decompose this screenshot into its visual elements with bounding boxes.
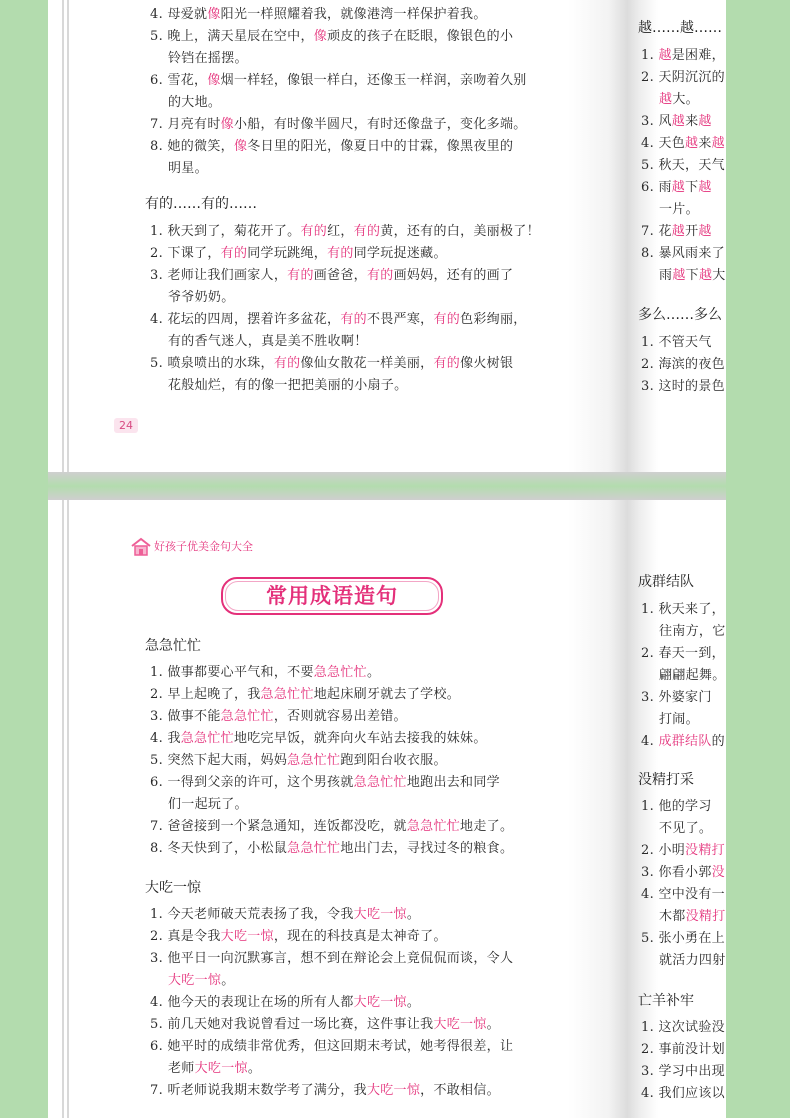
item-number: 3. — [641, 114, 659, 129]
item-number: 5. — [150, 356, 168, 371]
sentence-text: 天阴沉沉的 — [658, 70, 725, 85]
sentence-text: 下 — [685, 268, 699, 283]
list-item — [150, 1037, 513, 1057]
item-number: 2. — [641, 843, 659, 858]
sentence-text: 小船，有时像半圆尺，有时还像盘子，变化多端。 — [233, 117, 527, 132]
item-number: 1. — [641, 799, 659, 814]
item-number: 6. — [641, 180, 659, 195]
sentence-text: 。 — [406, 907, 421, 922]
list-item — [150, 773, 500, 793]
item-number: 8. — [150, 841, 168, 856]
list-item — [150, 266, 513, 286]
sentence-text: 。 — [247, 1061, 262, 1076]
list-item-continuation — [641, 90, 740, 110]
list-item — [641, 1062, 725, 1082]
section-heading: 大吃一惊 — [145, 880, 201, 896]
highlighted-phrase: 像 — [233, 139, 248, 154]
highlighted-phrase: 成群结队 — [658, 734, 712, 749]
item-number: 8. — [641, 246, 659, 261]
sentence-text: 老师 — [168, 1061, 195, 1076]
list-item — [641, 732, 725, 752]
highlighted-phrase: 大吃一惊 — [168, 973, 222, 988]
sentence-text: 同学玩捉迷藏。 — [353, 246, 447, 261]
highlighted-phrase: 没精打 — [685, 909, 726, 924]
list-item — [641, 644, 725, 664]
sentence-text: 早上起晚了，我 — [167, 687, 261, 702]
sentence-text: 不畏严寒， — [366, 312, 434, 327]
list-item — [150, 663, 380, 683]
item-number: 3. — [150, 951, 168, 966]
list-item — [641, 333, 722, 353]
highlighted-phrase: 越 — [685, 136, 699, 151]
sentence-text: 来 — [685, 114, 699, 129]
list-item-continuation — [641, 951, 740, 971]
sentence-text: 真是令我 — [167, 929, 221, 944]
sentence-text: 的 — [711, 734, 725, 749]
sentence-text: 秋天来了， — [658, 602, 725, 617]
book-series-logo — [130, 537, 253, 555]
list-item-continuation — [641, 907, 740, 927]
list-item — [641, 156, 725, 176]
sentence-text: 地走了。 — [460, 819, 514, 834]
list-item — [641, 178, 722, 198]
list-item — [150, 1015, 500, 1035]
item-number: 2. — [641, 357, 659, 372]
list-item — [150, 839, 513, 859]
sentence-text: 秋天，天气 — [658, 158, 725, 173]
item-number: 1. — [641, 1020, 659, 1035]
highlighted-phrase: 越 — [658, 48, 672, 63]
list-item — [150, 115, 527, 135]
list-item — [150, 993, 420, 1013]
sentence-text: 色彩绚丽， — [460, 312, 527, 327]
sentence-text: 花坛的四周，摆着许多盆花， — [167, 312, 341, 327]
sentence-text: 外婆家门 — [658, 690, 712, 705]
list-item — [641, 46, 725, 66]
item-number: 8. — [150, 139, 168, 154]
highlighted-phrase: 越 — [698, 268, 713, 283]
item-number: 1. — [641, 602, 659, 617]
sentence-text: 春天一到， — [658, 646, 725, 661]
list-item — [641, 222, 722, 242]
sentence-text: 雨 — [659, 268, 673, 283]
sentence-text: 学习中出现 — [658, 1064, 725, 1079]
item-number: 3. — [641, 379, 659, 394]
highlighted-phrase: 大吃一惊 — [353, 995, 407, 1010]
sentence-text: 一得到父亲的许可，这个男孩就 — [167, 775, 354, 790]
sentence-text: 往南方，它 — [659, 624, 726, 639]
list-item-continuation — [150, 288, 235, 308]
item-number: 4. — [641, 1086, 659, 1101]
title-inner-border — [225, 581, 439, 611]
item-number: 3. — [641, 1064, 659, 1079]
sentence-text: 风 — [658, 114, 672, 129]
sentence-text: 你看小郭 — [658, 865, 712, 880]
sentence-text: 顽皮的孩子在眨眼，像银色的小 — [327, 29, 514, 44]
highlighted-phrase: 有的 — [273, 356, 301, 371]
item-number: 3. — [641, 865, 659, 880]
list-item-continuation — [150, 376, 407, 396]
highlighted-phrase: 大吃一惊 — [353, 907, 407, 922]
section-heading: 亡羊补牢 — [638, 993, 694, 1009]
sentence-text: 是困难， — [671, 48, 725, 63]
list-item — [150, 1081, 500, 1101]
item-number: 4. — [150, 731, 168, 746]
sentence-text: 天色 — [658, 136, 686, 151]
section-heading: 越……越…… — [638, 20, 722, 36]
sentence-text: 做事不能 — [167, 709, 221, 724]
highlighted-phrase: 急急忙忙 — [287, 753, 341, 768]
highlighted-phrase: 大吃一惊 — [220, 929, 274, 944]
item-number: 6. — [150, 1039, 168, 1054]
highlighted-phrase: 急急忙忙 — [406, 819, 461, 834]
sentence-text: 来 — [698, 136, 712, 151]
sentence-text: 冬日里的阳光，像夏日中的甘霖，像黑夜里的 — [247, 139, 514, 154]
book-series-name: 好孩子优美金句大全 — [154, 540, 253, 553]
sentence-text: 母爱就 — [167, 7, 208, 22]
highlighted-phrase: 大吃一惊 — [194, 1061, 248, 1076]
sentence-text: 。 — [486, 1017, 500, 1032]
highlighted-phrase: 有的 — [300, 224, 328, 239]
list-item — [150, 354, 513, 374]
sentence-text: 地跑出去和同学 — [406, 775, 500, 790]
sentence-text: 今天老师破天荒表扬了我，令我 — [167, 907, 354, 922]
sentence-text: 空中没有一 — [658, 887, 725, 902]
house-icon — [130, 537, 150, 555]
highlighted-phrase: 越 — [659, 92, 673, 107]
sentence-text: ，现在的科技真是太神奇了。 — [273, 929, 447, 944]
sentence-text: 明星。 — [168, 161, 208, 176]
item-number: 6. — [150, 775, 168, 790]
sentence-text: 有的香气迷人，真是美不胜收啊！ — [168, 334, 368, 349]
list-item — [150, 729, 487, 749]
sentence-text: 。 — [366, 665, 381, 680]
sentence-text: 做事都要心平气和，不要 — [167, 665, 314, 680]
highlighted-phrase: 急急忙忙 — [287, 841, 341, 856]
highlighted-phrase: 有的 — [220, 246, 248, 261]
item-number: 4. — [641, 887, 659, 902]
item-number: 5. — [641, 931, 659, 946]
list-item-continuation — [641, 666, 740, 686]
page-title-text: 常用成语造句 — [266, 583, 398, 608]
highlighted-phrase: 越 — [698, 114, 712, 129]
sentence-text: 地起床刷牙就去了学校。 — [313, 687, 461, 702]
sentence-text: 一片。 — [659, 202, 699, 217]
highlighted-phrase: 像 — [313, 29, 328, 44]
item-number: 6. — [150, 73, 168, 88]
highlighted-phrase: 越 — [711, 136, 725, 151]
item-number: 3. — [150, 268, 168, 283]
highlighted-phrase: 有的 — [287, 268, 314, 283]
item-number: 3. — [641, 690, 659, 705]
list-item-continuation — [150, 159, 208, 179]
section-heading: 急急忙忙 — [145, 638, 201, 654]
sentence-text: 木都 — [659, 909, 686, 924]
list-item — [641, 112, 722, 132]
sentence-text: 大 — [712, 268, 726, 283]
sentence-text: 爸爸接到一个紧急通知，连饭都没吃，就 — [167, 819, 407, 834]
list-item-continuation — [641, 622, 740, 642]
list-item-continuation — [641, 266, 740, 286]
list-item-continuation — [150, 93, 221, 113]
item-number: 1. — [641, 335, 659, 350]
list-item-continuation — [150, 1059, 261, 1079]
sentence-text: ，否则就容易出差错。 — [273, 709, 407, 724]
item-number: 2. — [150, 929, 168, 944]
item-number: 5. — [641, 158, 659, 173]
sentence-text: 月亮有时 — [167, 117, 221, 132]
list-item-continuation — [641, 819, 740, 839]
section-heading: 有的……有的…… — [145, 196, 257, 212]
sentence-text: 不管天气 — [658, 335, 712, 350]
item-number: 2. — [150, 246, 168, 261]
sentence-text: 花般灿烂，有的像一把把美丽的小扇子。 — [168, 378, 408, 393]
item-number: 5. — [150, 753, 168, 768]
list-item-continuation — [150, 795, 248, 815]
highlighted-phrase: 有的 — [340, 312, 367, 327]
highlighted-phrase: 越 — [698, 180, 712, 195]
item-number: 2. — [641, 646, 659, 661]
highlighted-phrase: 有的 — [366, 268, 394, 283]
item-number: 1. — [150, 907, 168, 922]
item-number: 1. — [150, 224, 168, 239]
sentence-text: 他的学习 — [658, 799, 712, 814]
sentence-text: 不见了。 — [659, 821, 713, 836]
section-heading: 成群结队 — [638, 574, 694, 590]
list-item — [641, 863, 725, 883]
sentence-text: 。 — [406, 995, 421, 1010]
sentence-text: 他今天的表现让在场的所有人都 — [167, 995, 354, 1010]
list-item — [150, 685, 460, 705]
highlighted-phrase: 有的 — [433, 356, 461, 371]
sentence-text: 晚上，满天星辰在空中， — [167, 29, 314, 44]
list-item — [641, 885, 725, 905]
highlighted-phrase: 像 — [220, 117, 234, 132]
sentence-text: 像火树银 — [460, 356, 514, 371]
list-item-continuation — [150, 971, 235, 991]
sentence-text: 阳光一样照耀着我，就像港湾一样保护着我。 — [220, 7, 487, 22]
item-number: 4. — [641, 136, 659, 151]
sentence-text: 小明 — [658, 843, 686, 858]
item-number: 2. — [641, 1042, 659, 1057]
sentence-text: 暴风雨来了 — [658, 246, 725, 261]
list-item — [150, 751, 447, 771]
sentence-text: 。 — [221, 973, 235, 988]
page-edge — [67, 500, 69, 1118]
highlighted-phrase: 急急忙忙 — [260, 687, 314, 702]
list-item-continuation — [641, 200, 740, 220]
sentence-text: 秋天到了，菊花开了。 — [167, 224, 301, 239]
highlighted-phrase: 有的 — [353, 224, 381, 239]
sentence-text: 打闹。 — [659, 712, 699, 727]
sentence-text: 雨 — [658, 180, 672, 195]
sentence-text: 老师让我们画家人， — [167, 268, 288, 283]
section-heading: 没精打采 — [638, 772, 694, 788]
item-number: 7. — [150, 1083, 168, 1098]
list-item-continuation — [150, 49, 248, 69]
item-number: 7. — [150, 819, 168, 834]
list-item — [641, 841, 725, 861]
highlighted-phrase: 越 — [672, 268, 686, 283]
sentence-text: 的大地。 — [168, 95, 222, 110]
list-item — [150, 222, 540, 242]
sentence-text: 铃铛在摇摆。 — [168, 51, 248, 66]
sentence-text: 前几天她对我说曾看过一场比赛，这件事让我 — [167, 1017, 434, 1032]
section-heading: 多么……多么 — [638, 307, 722, 323]
sentence-text: 爷爷奶奶。 — [168, 290, 235, 305]
sentence-text: 她平时的成绩非常优秀，但这回期末考试，她考得很差，让 — [167, 1039, 514, 1054]
list-item — [641, 1040, 725, 1060]
sentence-text: 黄，还有的白，美丽极了！ — [380, 224, 540, 239]
sentence-text: 事前没计划 — [658, 1042, 725, 1057]
sentence-text: 画爸爸， — [313, 268, 367, 283]
list-item — [150, 927, 447, 947]
item-number: 4. — [150, 995, 168, 1010]
item-number: 7. — [150, 117, 168, 132]
sentence-text: 冬天快到了，小松鼠 — [167, 841, 288, 856]
list-item — [641, 134, 725, 154]
highlighted-phrase: 急急忙忙 — [180, 731, 234, 746]
list-item — [150, 949, 513, 969]
sentence-text: 画妈妈，还有的画了 — [393, 268, 514, 283]
list-item — [641, 600, 725, 620]
list-item — [641, 244, 725, 264]
item-number: 4. — [641, 734, 659, 749]
item-number: 1. — [150, 665, 168, 680]
highlighted-phrase: 越 — [698, 224, 712, 239]
sentence-text: 喷泉喷出的水珠， — [167, 356, 274, 371]
list-item — [150, 817, 513, 837]
item-number: 2. — [150, 687, 168, 702]
sentence-text: 花 — [658, 224, 672, 239]
list-item — [641, 1018, 725, 1038]
list-item-continuation — [150, 332, 368, 352]
list-item — [150, 27, 513, 47]
sentence-text: 雪花， — [167, 73, 208, 88]
sentence-text: 听老师说我期末数学考了满分，我 — [167, 1083, 367, 1098]
sentence-text: 开 — [685, 224, 699, 239]
list-item — [150, 244, 447, 264]
highlighted-phrase: 大吃一惊 — [366, 1083, 421, 1098]
sentence-text: 下课了， — [167, 246, 221, 261]
sentence-text: 们一起玩了。 — [168, 797, 248, 812]
page-edge — [62, 0, 64, 472]
item-number: 3. — [150, 709, 168, 724]
page-edge — [67, 0, 69, 472]
list-item — [641, 1084, 725, 1104]
item-number: 4. — [150, 7, 168, 22]
item-number: 2. — [641, 70, 659, 85]
highlighted-phrase: 像 — [207, 7, 221, 22]
sentence-text: 我 — [167, 731, 181, 746]
sentence-text: 翩翩起舞。 — [659, 668, 726, 683]
sentence-text: 跑到阳台收衣服。 — [340, 753, 447, 768]
highlighted-phrase: 没精打 — [685, 843, 725, 858]
list-item-continuation — [641, 710, 740, 730]
sentence-text: 海滨的夜色 — [658, 357, 725, 372]
list-item — [150, 707, 407, 727]
item-number: 5. — [150, 29, 168, 44]
list-item — [150, 5, 487, 25]
sentence-text: 同学玩跳绳， — [247, 246, 328, 261]
list-item — [641, 797, 722, 817]
highlighted-phrase: 越 — [671, 224, 686, 239]
sentence-text: 就活力四射 — [659, 953, 726, 968]
sentence-text: 这次试验没 — [658, 1020, 725, 1035]
highlighted-phrase: 急急忙忙 — [353, 775, 407, 790]
item-number: 4. — [150, 312, 168, 327]
highlighted-phrase: 没 — [711, 865, 725, 880]
sentence-text: 下 — [685, 180, 699, 195]
page-number: 24 — [114, 418, 138, 433]
sentence-text: 他平日一向沉默寡言，想不到在辩论会上竟侃侃而谈，令人 — [167, 951, 514, 966]
sentence-text: 我们应该以 — [658, 1086, 725, 1101]
sentence-text: 大。 — [672, 92, 699, 107]
list-item — [641, 929, 725, 949]
highlighted-phrase: 像 — [207, 73, 221, 88]
sentence-text: 像仙女散花一样美丽， — [300, 356, 434, 371]
sentence-text: ，不敢相信。 — [420, 1083, 500, 1098]
page-title — [221, 577, 443, 615]
list-item — [641, 68, 725, 88]
highlighted-phrase: 急急忙忙 — [220, 709, 274, 724]
sentence-text: 地吃完早饭，就奔向火车站去接我的妹妹。 — [233, 731, 487, 746]
sentence-text: 地出门去，寻找过冬的粮食。 — [340, 841, 514, 856]
highlighted-phrase: 有的 — [327, 246, 354, 261]
sentence-text: 烟一样轻，像银一样白，还像玉一样润，亲吻着久别 — [220, 73, 527, 88]
sentence-text: 突然下起大雨，妈妈 — [167, 753, 288, 768]
sentence-text: 张小勇在上 — [658, 931, 725, 946]
list-item — [150, 71, 527, 91]
spread-divider — [48, 472, 726, 500]
page-edge — [62, 500, 64, 1118]
highlighted-phrase: 急急忙忙 — [313, 665, 367, 680]
item-number: 7. — [641, 224, 659, 239]
highlighted-phrase: 越 — [671, 114, 686, 129]
item-number: 5. — [150, 1017, 168, 1032]
list-item — [641, 355, 725, 375]
sentence-text: 红， — [327, 224, 354, 239]
highlighted-phrase: 有的 — [433, 312, 461, 327]
item-number: 1. — [641, 48, 659, 63]
highlighted-phrase: 越 — [671, 180, 686, 195]
sentence-text: 这时的景色 — [658, 379, 725, 394]
list-item — [641, 377, 725, 397]
sentence-text: 她的微笑， — [167, 139, 234, 154]
list-item — [150, 137, 513, 157]
list-item — [641, 688, 722, 708]
highlighted-phrase: 大吃一惊 — [433, 1017, 487, 1032]
list-item — [150, 310, 527, 330]
list-item — [150, 905, 420, 925]
